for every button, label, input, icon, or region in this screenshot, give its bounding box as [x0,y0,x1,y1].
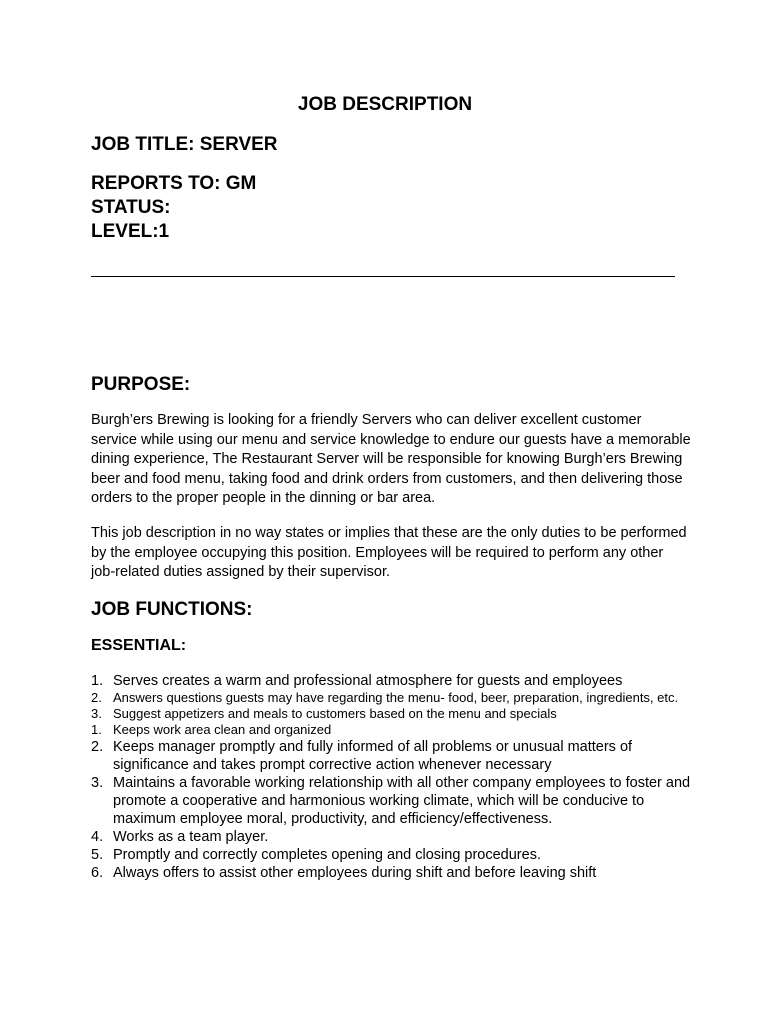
list-item-text: Keeps manager promptly and fully informed of all problems or unusual matters of significance and takes prompt corrective action whenever necessary [113,739,633,773]
list-item [91,828,691,846]
list-item-number: 3. [91,706,102,721]
list-item-number: 2. [91,690,102,705]
essential-functions-list [91,672,691,882]
list-item-number: 2. [91,739,104,755]
list-item-number: 5. [91,847,104,863]
list-item-text: Promptly and correctly completes opening and closing procedures. [113,847,541,863]
status: STATUS: [91,197,171,218]
list-item [91,672,691,690]
purpose-heading: PURPOSE: [91,374,191,395]
list-item-number: 1. [91,722,102,737]
list-item [91,864,691,882]
list-item [91,690,691,706]
list-item-number: 3. [91,775,104,791]
essential-subheading: ESSENTIAL: [91,637,187,654]
list-item-text: Serves creates a warm and professional atmosphere for guests and employees [113,673,623,689]
list-item [91,722,691,738]
purpose-paragraph-2: This job description in no way states or implies that these are the only duties to be performed by the employee occupying this position. Employees will be required to perform any other job-related duties assigned by their supervisor. [91,525,687,580]
purpose-paragraph-1: Burgh’ers Brewing is looking for a friendly Servers who can deliver excellent customer service while using our menu and service knowledge to endure our guests have a memorable dining experience, The Restaurant Server will be responsible for knowing Burgh’ers Brewing beer and food menu, taking food and drink orders from customers, and then delivering those orders to the proper people in the dinning or bar area. [91,412,691,506]
list-item-text: Keeps work area clean and organized [113,722,332,737]
list-item-number: 1. [91,673,104,689]
list-item-text: Suggest appetizers and meals to customers based on the menu and specials [113,706,557,721]
job-title: JOB TITLE: SERVER [91,134,278,155]
list-item-number: 4. [91,829,104,845]
job-functions-heading: JOB FUNCTIONS: [91,599,253,620]
list-item [91,738,691,774]
list-item [91,774,691,828]
document-title: JOB DESCRIPTION [297,94,473,115]
list-item-text: Maintains a favorable working relationship with all other company employees to foster and promote a cooperative and harmonious working climate, which will be conducive to maximum employee moral, productivity, and efficiency/effectiveness. [113,775,691,827]
list-item-text: Always offers to assist other employees during shift and before leaving shift [113,865,597,881]
list-item-text: Works as a team player. [113,829,269,845]
horizontal-divider [91,276,675,277]
reports-to: REPORTS TO: GM [91,173,257,194]
level: LEVEL:1 [91,221,170,242]
list-item [91,846,691,864]
list-item-text: Answers questions guests may have regarding the menu- food, beer, preparation, ingredients, etc. [113,690,679,705]
list-item-number: 6. [91,865,104,881]
list-item [91,706,691,722]
